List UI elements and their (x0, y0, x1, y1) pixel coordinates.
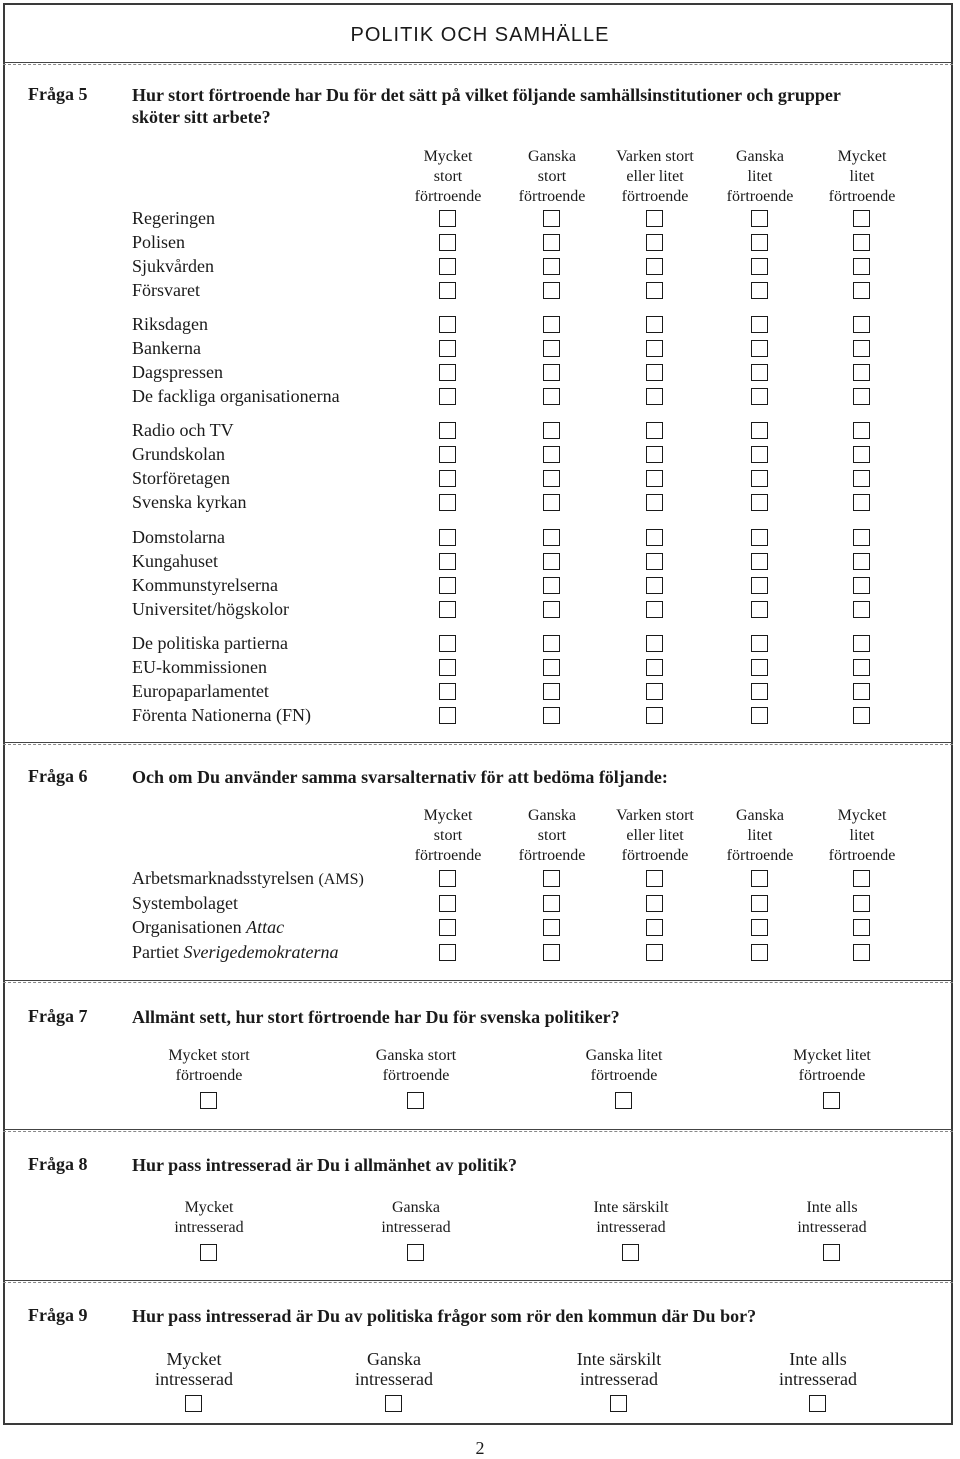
question-text: Hur stort förtroende har Du för det sätt på vilket följande samhällsinstitutioner och grupper sköter sitt arbete? (132, 85, 841, 127)
institution-label (132, 941, 338, 963)
institution-label: Polisen (132, 232, 186, 252)
answer-checkbox[interactable] (543, 210, 560, 227)
answer-checkbox[interactable] (853, 446, 870, 463)
column-header-line: förtroende (518, 847, 586, 864)
answer-checkbox[interactable] (439, 635, 456, 652)
column-header-line: stort (433, 168, 463, 185)
answer-checkbox[interactable] (751, 683, 768, 700)
answer-checkbox[interactable] (200, 1244, 217, 1261)
option-label-line: intresserad (174, 1219, 244, 1236)
answer-checkbox[interactable] (610, 1395, 627, 1412)
answer-checkbox[interactable] (543, 895, 560, 912)
answer-checkbox[interactable] (439, 659, 456, 676)
answer-checkbox[interactable] (543, 683, 560, 700)
column-header (807, 147, 917, 207)
answer-checkbox[interactable] (439, 316, 456, 333)
answer-checkbox[interactable] (543, 282, 560, 299)
institution-label: EU-kommissionen (132, 657, 267, 677)
column-header (393, 806, 503, 866)
answer-checkbox[interactable] (646, 446, 663, 463)
answer-checkbox[interactable] (853, 234, 870, 251)
answer-checkbox[interactable] (853, 683, 870, 700)
column-header-line: förtroende (621, 847, 689, 864)
answer-checkbox[interactable] (751, 210, 768, 227)
question-number: Fråga 7 (28, 1006, 88, 1026)
answer-checkbox[interactable] (439, 919, 456, 936)
answer-checkbox[interactable] (646, 422, 663, 439)
answer-checkbox[interactable] (439, 944, 456, 961)
answer-checkbox[interactable] (646, 895, 663, 912)
answer-checkbox[interactable] (439, 388, 456, 405)
answer-checkbox[interactable] (439, 707, 456, 724)
column-header-line: Ganska (528, 807, 576, 824)
answer-checkbox[interactable] (439, 364, 456, 381)
answer-checkbox[interactable] (543, 388, 560, 405)
answer-checkbox[interactable] (543, 364, 560, 381)
column-header-line: Varken stort (616, 807, 694, 824)
answer-checkbox[interactable] (751, 919, 768, 936)
answer-checkbox[interactable] (646, 364, 663, 381)
answer-checkbox[interactable] (543, 553, 560, 570)
option-label-line: Inte alls (806, 1199, 858, 1216)
label-plain: Partiet (132, 941, 184, 962)
label-plain: Systembolaget (132, 892, 238, 913)
section-divider (3, 1280, 953, 1281)
answer-checkbox[interactable] (823, 1244, 840, 1261)
answer-checkbox[interactable] (439, 683, 456, 700)
label-extra: Attac (246, 917, 285, 937)
answer-checkbox[interactable] (646, 577, 663, 594)
column-header-line: Varken stort (616, 148, 694, 165)
answer-checkbox[interactable] (646, 494, 663, 511)
answer-checkbox[interactable] (751, 364, 768, 381)
answer-checkbox[interactable] (439, 895, 456, 912)
answer-checkbox[interactable] (853, 422, 870, 439)
answer-checkbox[interactable] (543, 446, 560, 463)
column-header (393, 147, 503, 207)
answer-checkbox[interactable] (853, 210, 870, 227)
answer-checkbox[interactable] (200, 1092, 217, 1109)
institution-label: Bankerna (132, 338, 201, 358)
label-extra: (AMS) (318, 871, 364, 888)
answer-checkbox[interactable] (407, 1244, 424, 1261)
answer-checkbox[interactable] (439, 422, 456, 439)
answer-checkbox[interactable] (439, 529, 456, 546)
answer-checkbox[interactable] (543, 258, 560, 275)
answer-checkbox[interactable] (543, 340, 560, 357)
answer-checkbox[interactable] (751, 659, 768, 676)
answer-checkbox[interactable] (439, 870, 456, 887)
answer-checkbox[interactable] (646, 944, 663, 961)
answer-checkbox[interactable] (543, 870, 560, 887)
question-text: Och om Du använder samma svarsalternativ för att bedöma följande: (132, 767, 668, 787)
answer-checkbox[interactable] (646, 388, 663, 405)
label-extra: Sverigedemokraterna (183, 941, 339, 962)
answer-checkbox[interactable] (853, 529, 870, 546)
option-label (534, 1046, 714, 1086)
answer-checkbox[interactable] (751, 316, 768, 333)
answer-checkbox[interactable] (853, 870, 870, 887)
answer-checkbox[interactable] (543, 470, 560, 487)
divider-dash (3, 982, 953, 983)
answer-checkbox[interactable] (185, 1395, 202, 1412)
institution-label: Storföretagen (132, 468, 230, 488)
option-label-line: Mycket litet (793, 1047, 871, 1064)
section-divider (3, 62, 953, 63)
answer-checkbox[interactable] (751, 494, 768, 511)
option-label (119, 1046, 299, 1086)
answer-checkbox[interactable] (543, 529, 560, 546)
institution-label: De politiska partierna (132, 633, 288, 653)
column-header-line: förtroende (828, 847, 896, 864)
column-header-line: eller litet (626, 168, 684, 185)
answer-checkbox[interactable] (439, 340, 456, 357)
column-header (705, 806, 815, 866)
answer-checkbox[interactable] (543, 577, 560, 594)
answer-checkbox[interactable] (543, 316, 560, 333)
institution-label (132, 867, 364, 891)
column-header-line: stort (537, 168, 567, 185)
institution-label: Försvaret (132, 280, 200, 300)
section-divider (3, 1129, 953, 1130)
answer-checkbox[interactable] (853, 340, 870, 357)
answer-checkbox[interactable] (439, 494, 456, 511)
answer-checkbox[interactable] (823, 1092, 840, 1109)
option-label-line: intresserad (155, 1369, 233, 1389)
answer-checkbox[interactable] (751, 553, 768, 570)
answer-checkbox[interactable] (751, 707, 768, 724)
option-label-line: intresserad (381, 1219, 451, 1236)
answer-checkbox[interactable] (646, 870, 663, 887)
question-number: Fråga 9 (28, 1305, 88, 1325)
answer-checkbox[interactable] (646, 316, 663, 333)
option-label-line: intresserad (779, 1369, 857, 1389)
answer-checkbox[interactable] (809, 1395, 826, 1412)
answer-checkbox[interactable] (853, 635, 870, 652)
option-label-line: intresserad (596, 1219, 666, 1236)
institution-label: De fackliga organisationerna (132, 386, 340, 406)
column-header-line: Mycket (837, 807, 887, 824)
question-text: Hur pass intresserad är Du av politiska frågor som rör den kommun där Du bor? (132, 1306, 757, 1326)
answer-checkbox[interactable] (646, 919, 663, 936)
question-number: Fråga 8 (28, 1154, 88, 1174)
answer-checkbox[interactable] (853, 895, 870, 912)
answer-checkbox[interactable] (439, 234, 456, 251)
option-label-line: förtroende (590, 1067, 658, 1084)
option-label (104, 1349, 284, 1389)
institution-label: Sjukvården (132, 256, 214, 276)
answer-checkbox[interactable] (615, 1092, 632, 1109)
institution-label: Europaparlamentet (132, 681, 269, 701)
answer-checkbox[interactable] (751, 446, 768, 463)
answer-checkbox[interactable] (646, 340, 663, 357)
option-label-line: Mycket (184, 1199, 234, 1216)
section-divider (3, 980, 953, 981)
option-label (728, 1349, 908, 1389)
answer-checkbox[interactable] (543, 601, 560, 618)
option-label-line: Ganska litet (585, 1047, 663, 1064)
column-header-line: förtroende (518, 188, 586, 205)
answer-checkbox[interactable] (751, 258, 768, 275)
answer-checkbox[interactable] (439, 210, 456, 227)
answer-checkbox[interactable] (622, 1244, 639, 1261)
answer-checkbox[interactable] (407, 1092, 424, 1109)
option-label-line: Inte särskilt (576, 1349, 662, 1369)
question-text: Hur pass intresserad är Du i allmänhet av politik? (132, 1155, 518, 1175)
option-label-line: Ganska (367, 1349, 421, 1369)
institution-label: Kungahuset (132, 551, 218, 571)
answer-checkbox[interactable] (853, 470, 870, 487)
answer-checkbox[interactable] (751, 870, 768, 887)
column-header-line: litet (747, 827, 773, 844)
option-label (529, 1349, 709, 1389)
option-label-line: Inte alls (789, 1349, 847, 1369)
divider-dash (3, 64, 953, 65)
answer-checkbox[interactable] (385, 1395, 402, 1412)
column-header-line: Mycket (837, 148, 887, 165)
answer-checkbox[interactable] (751, 529, 768, 546)
institution-label: Domstolarna (132, 527, 225, 547)
option-label-line: Mycket (166, 1349, 222, 1369)
answer-checkbox[interactable] (646, 282, 663, 299)
answer-checkbox[interactable] (751, 601, 768, 618)
institution-label: Universitet/högskolor (132, 599, 289, 619)
option-label (119, 1198, 299, 1238)
column-header-line: Ganska (528, 148, 576, 165)
answer-checkbox[interactable] (751, 944, 768, 961)
answer-checkbox[interactable] (646, 234, 663, 251)
column-header-line: förtroende (726, 188, 794, 205)
option-label-line: Mycket stort (168, 1047, 250, 1064)
option-label (742, 1198, 922, 1238)
column-header (497, 806, 607, 866)
option-label (326, 1198, 506, 1238)
column-header-line: Mycket (423, 807, 473, 824)
answer-checkbox[interactable] (439, 446, 456, 463)
answer-checkbox[interactable] (543, 944, 560, 961)
institution-label: Svenska kyrkan (132, 492, 247, 512)
option-label (304, 1349, 484, 1389)
column-header-line: litet (849, 827, 875, 844)
option-label-line: intresserad (797, 1219, 867, 1236)
institution-label (132, 916, 284, 938)
institution-label (132, 892, 238, 914)
answer-checkbox[interactable] (543, 635, 560, 652)
answer-checkbox[interactable] (853, 316, 870, 333)
question-text: Allmänt sett, hur stort förtroende har Du för svenska politiker? (132, 1007, 620, 1027)
institution-label: Kommunstyrelserna (132, 575, 278, 595)
answer-checkbox[interactable] (751, 895, 768, 912)
column-header-line: Mycket (423, 148, 473, 165)
divider-dash (3, 744, 953, 745)
column-header-line: förtroende (726, 847, 794, 864)
answer-checkbox[interactable] (751, 577, 768, 594)
answer-checkbox[interactable] (853, 944, 870, 961)
answer-checkbox[interactable] (646, 601, 663, 618)
column-header-line: litet (849, 168, 875, 185)
answer-checkbox[interactable] (543, 422, 560, 439)
option-label (541, 1198, 721, 1238)
column-header (600, 147, 710, 207)
answer-checkbox[interactable] (853, 553, 870, 570)
option-label-line: Inte särskilt (593, 1199, 669, 1216)
answer-checkbox[interactable] (439, 470, 456, 487)
answer-checkbox[interactable] (646, 553, 663, 570)
answer-checkbox[interactable] (853, 659, 870, 676)
column-header (600, 806, 710, 866)
question-number: Fråga 5 (28, 84, 88, 104)
column-header-line: litet (747, 168, 773, 185)
answer-checkbox[interactable] (439, 282, 456, 299)
answer-checkbox[interactable] (439, 601, 456, 618)
answer-checkbox[interactable] (751, 282, 768, 299)
answer-checkbox[interactable] (751, 422, 768, 439)
option-label-line: Ganska stort (375, 1047, 457, 1064)
answer-checkbox[interactable] (646, 707, 663, 724)
option-label-line: Ganska (392, 1199, 440, 1216)
answer-checkbox[interactable] (646, 635, 663, 652)
answer-checkbox[interactable] (543, 707, 560, 724)
answer-checkbox[interactable] (853, 919, 870, 936)
option-label-line: förtroende (175, 1067, 243, 1084)
divider-dash (3, 1282, 953, 1283)
section-divider (3, 742, 953, 743)
option-label (742, 1046, 922, 1086)
answer-checkbox[interactable] (646, 529, 663, 546)
answer-checkbox[interactable] (853, 364, 870, 381)
institution-label: Radio och TV (132, 420, 234, 440)
column-header (705, 147, 815, 207)
institution-label: Riksdagen (132, 314, 208, 334)
answer-checkbox[interactable] (543, 919, 560, 936)
answer-checkbox[interactable] (646, 210, 663, 227)
answer-checkbox[interactable] (646, 659, 663, 676)
column-header-line: förtroende (621, 188, 689, 205)
answer-checkbox[interactable] (853, 494, 870, 511)
institution-label: Dagspressen (132, 362, 223, 382)
column-header-line: förtroende (828, 188, 896, 205)
institution-label: Regeringen (132, 208, 215, 228)
answer-checkbox[interactable] (751, 388, 768, 405)
column-header-line: förtroende (414, 847, 482, 864)
answer-checkbox[interactable] (751, 340, 768, 357)
answer-checkbox[interactable] (751, 470, 768, 487)
column-header-line: stort (537, 827, 567, 844)
column-header-line: Ganska (736, 807, 784, 824)
answer-checkbox[interactable] (439, 553, 456, 570)
option-label-line: förtroende (798, 1067, 866, 1084)
question-number: Fråga 6 (28, 766, 88, 786)
answer-checkbox[interactable] (853, 388, 870, 405)
column-header (807, 806, 917, 866)
institution-label: Grundskolan (132, 444, 225, 464)
option-label-line: intresserad (580, 1369, 658, 1389)
answer-checkbox[interactable] (751, 635, 768, 652)
institution-label: Förenta Nationerna (FN) (132, 705, 311, 725)
page-number: 2 (475, 1438, 485, 1458)
answer-checkbox[interactable] (543, 234, 560, 251)
label-plain: Arbetsmarknadsstyrelsen (132, 868, 319, 888)
answer-checkbox[interactable] (853, 577, 870, 594)
column-header (497, 147, 607, 207)
answer-checkbox[interactable] (853, 282, 870, 299)
answer-checkbox[interactable] (543, 494, 560, 511)
option-label-line: intresserad (355, 1369, 433, 1389)
answer-checkbox[interactable] (853, 707, 870, 724)
answer-checkbox[interactable] (853, 258, 870, 275)
option-label-line: förtroende (382, 1067, 450, 1084)
answer-checkbox[interactable] (751, 234, 768, 251)
answer-checkbox[interactable] (439, 258, 456, 275)
option-label (326, 1046, 506, 1086)
answer-checkbox[interactable] (646, 470, 663, 487)
answer-checkbox[interactable] (543, 659, 560, 676)
page-title: POLITIK OCH SAMHÄLLE (350, 24, 610, 46)
column-header-line: eller litet (626, 827, 684, 844)
answer-checkbox[interactable] (646, 258, 663, 275)
column-header-line: stort (433, 827, 463, 844)
answer-checkbox[interactable] (439, 577, 456, 594)
answer-checkbox[interactable] (646, 683, 663, 700)
answer-checkbox[interactable] (853, 601, 870, 618)
label-plain: Organisationen (132, 917, 247, 937)
column-header-line: förtroende (414, 188, 482, 205)
divider-dash (3, 1131, 953, 1132)
column-header-line: Ganska (736, 148, 784, 165)
